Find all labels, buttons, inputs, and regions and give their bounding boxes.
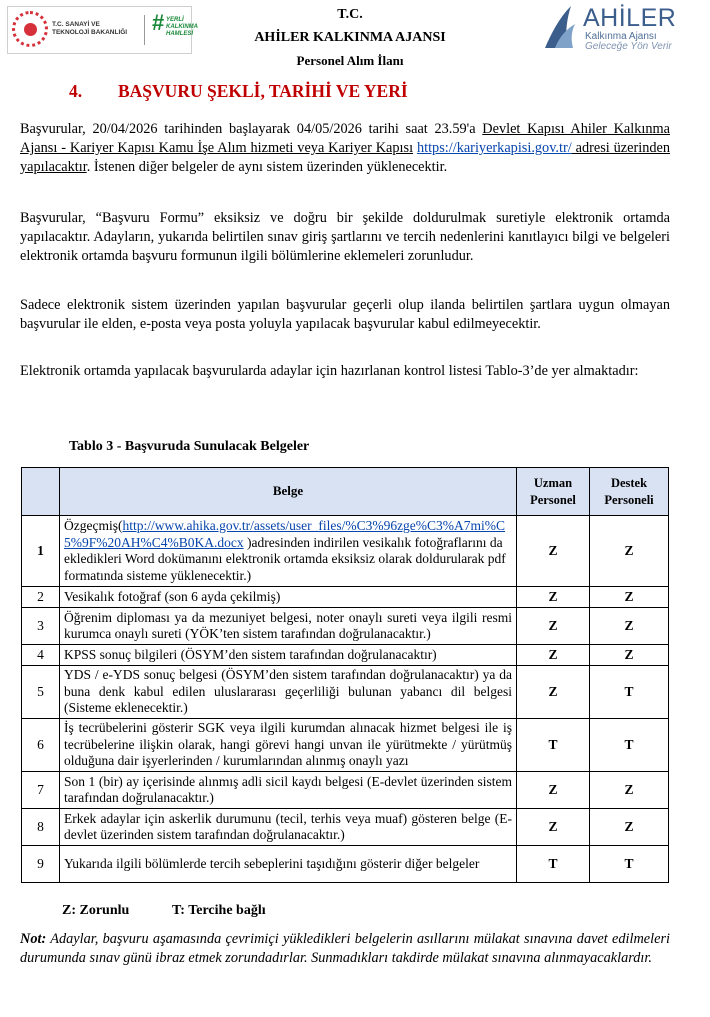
- paragraph-1: Başvurular, 20/04/2026 tarihinden başlayarak 04/05/2026 tarihi saat 23.59'a Devlet Kapısı Ahiler Kalkınma Ajansı - Kariyer Kapısı Kamu İşe Alım hizmeti veya Kariyer Kapısı https://kariyerkapisi.gov.tr/ adresi üzerinden yapılacaktır. İstenen diğer belgeler de aynı sistem üzerinden yüklenecektir.: [20, 121, 670, 175]
- ministry-gear-icon: [12, 11, 48, 47]
- row1-doc: Özgeçmiş(http://www.ahika.gov.tr/assets/user_files/%C3%96zge%C3%A7mi%C5%9F%20AH%C4%B0KA.docx )adresinden indirilen vesikalık fotoğraflarını da ekledikleri Word dokümanını elektronik ortamda eksiksiz olarak doldurularak pdf formatında sisteme yüklenecektir.): [60, 516, 517, 587]
- legend-t: T: Tercihe bağlı: [172, 903, 266, 918]
- table-row: 8 Erkek adaylar için askerlik durumunu (tecil, terhis veya muaf) gösteren belge (E-devlet üzerinden sistem tarafından doğrulanacaktır.) Z Z: [22, 809, 669, 846]
- table-row: 3 Öğrenim diploması ya da mezuniyet belgesi, noter onaylı sureti veya ilgili resmi kurumca onaylı sureti (YÖK’ten sistem tarafından doğrulanacaktır.) Z Z: [22, 608, 669, 645]
- table-row: 2 Vesikalık fotoğraf (son 6 ayda çekilmiş) Z Z: [22, 587, 669, 608]
- kariyer-kapisi-url[interactable]: https://kariyerkapisi.gov.tr/: [416, 140, 572, 156]
- cv-template-link[interactable]: http://www.ahika.gov.tr/assets/user_files/%C3%96zge%C3%A7mi%C5%9F%20AH%C4%B0KA.docx: [64, 518, 506, 550]
- ahiler-logo-icon: [541, 4, 583, 52]
- ministry-logo-box: [7, 6, 198, 54]
- table-row: 9 Yukarıda ilgili bölümlerde tercih sebeplerini taşıdığını gösterir diğer belgeler T T: [22, 846, 669, 883]
- table-row: 4 KPSS sonuç bilgileri (ÖSYM’den sistem tarafından doğrulanacaktır) Z Z: [22, 645, 669, 666]
- hashtag-icon: #: [152, 10, 165, 35]
- section-title: BAŞVURU ŞEKLİ, TARİHİ VE YERİ: [118, 81, 408, 101]
- hamle-logo-text: YERLİ KALKINMA HAMLESİ: [166, 17, 198, 37]
- brand-name: AHİLER: [583, 4, 677, 32]
- ministry-name: T.C. SANAYİ VE TEKNOLOJİ BAKANLIĞI: [52, 21, 128, 36]
- note-paragraph: Not: Adaylar, başvuru aşamasında çevrimiçi yükledikleri belgelerin asıllarını mülakat sınavına davet edilmeleri durumunda sınav günü ibraz etmek zorundadırlar. Sunmadıkları takdirde mülakat sınavına alınmayacaklardır.: [20, 931, 670, 966]
- logo-divider: [144, 15, 145, 45]
- col-support-header: Destek Personeli: [590, 468, 669, 516]
- table-row: 6 İş tecrübelerini gösterir SGK veya ilgili kurumdan alınacak hizmet belgesi ile iş tecrübelerine ilişkin olarak, hangi görevi hangi unvan ile yürütmekte / yürütmüş olduğuna dair işyerlerinden / kurumlarından alınmış onaylı yazı T T: [22, 719, 669, 772]
- kariyer-kapisi-link-text[interactable]: Devlet Kapısı Ahiler Kalkınma Ajansı - Kariyer Kapısı Kamu İşe Alım hizmeti veya Kariyer Kapısı: [20, 121, 670, 156]
- table-row: 1 Özgeçmiş(http://www.ahika.gov.tr/assets/user_files/%C3%96zge%C3%A7mi%C5%9F%20AH%C4%B0KA.docx )adresinden indirilen vesikalık fotoğraflarını da ekledikleri Word dokümanını elektronik ortamda eksiksiz olarak doldurularak pdf formatında sisteme yüklenecektir.) Z Z: [22, 516, 669, 587]
- col-expert-header: Uzman Personel: [517, 468, 590, 516]
- table-caption: Tablo 3 - Başvuruda Sunulacak Belgeler: [69, 439, 310, 454]
- brand-sub: Kalkınma Ajansı: [585, 31, 657, 42]
- table-header-row: [22, 468, 669, 516]
- documents-table: [21, 467, 669, 883]
- col-no-header: [22, 468, 60, 516]
- paragraph-4: Elektronik ortamda yapılacak başvurularda adaylar için hazırlanan kontrol listesi Tablo-3’de yer almaktadır:: [20, 363, 639, 379]
- paragraph-2: Başvurular, “Başvuru Formu” eksiksiz ve doğru bir şekilde doldurulmak suretiyle elektronik ortamda yapılacaktır. Adayların, yukarıda belirtilen sınav giriş şartlarını ve tercih nedenlerini kanıtlayıcı bilgi ve belgeleri elektronik ortamda başvuru formunun ilgili bölümlerine eklemeleri zorunludur.: [20, 210, 670, 264]
- table-row: 5 YDS / e-YDS sonuç belgesi (ÖSYM’den sistem tarafından doğrulanacaktır) ya da buna denk kabul edilen uluslararası geçerliliği bulunan yabancı dil belgesi (Sisteme eklenecektir.) Z T: [22, 666, 669, 719]
- paragraph-3: Sadece elektronik sistem üzerinden yapılan başvurular geçerli olup ilanda belirtilen şartlara uygun olmayan başvurular ile elden, e-posta veya posta yoluyla yapılacak başvurular kabul edilmeyecektir.: [20, 297, 670, 332]
- header-tc: T.C.: [337, 7, 363, 22]
- brand-slogan: Geleceğe Yön Verir: [585, 41, 672, 52]
- legend-z: Z: Zorunlu: [62, 903, 130, 918]
- table-row: 7 Son 1 (bir) ay içerisinde alınmış adli sicil kaydı belgesi (E-devlet üzerinden sistem tarafından doğrulanacaktır.) Z Z: [22, 772, 669, 809]
- note-label: Not:: [20, 931, 47, 947]
- header-agency: AHİLER KALKINMA AJANSI: [254, 30, 446, 45]
- col-doc-header: Belge: [60, 468, 517, 516]
- section-number: 4.: [69, 81, 83, 101]
- header-notice: Personel Alım İlanı: [296, 53, 404, 68]
